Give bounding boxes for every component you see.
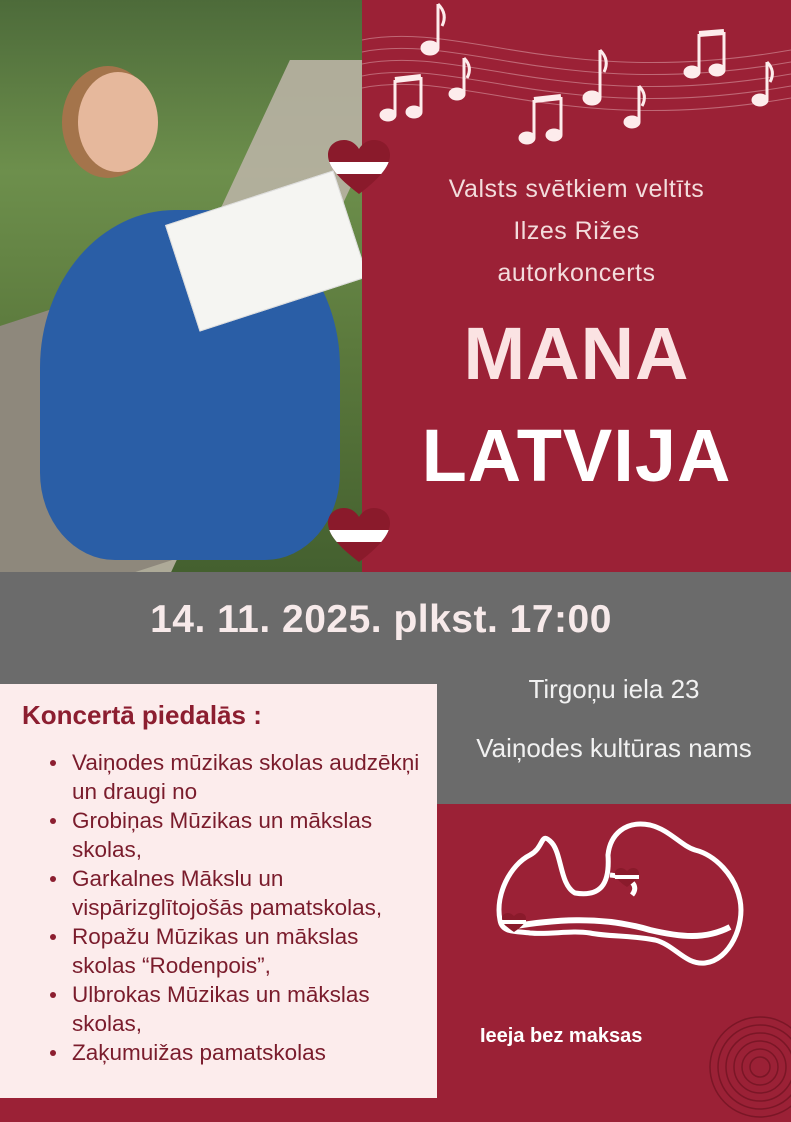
list-item: Ulbrokas Mūzikas un mākslas skolas, xyxy=(48,980,428,1038)
latvia-map-icon xyxy=(490,815,750,975)
concert-title-line1: MANA xyxy=(463,312,690,395)
subtitle-line: autorkoncerts xyxy=(497,259,656,287)
participants-list xyxy=(48,748,428,1067)
entry-free-text: Ieeja bez maksas xyxy=(480,1025,643,1047)
subtitle-line: Ilzes Rižes xyxy=(513,217,640,245)
venue-address: Tirgoņu iela 23 xyxy=(528,674,700,704)
performer-photo xyxy=(0,0,362,572)
subtitle-line: Valsts svētkiem veltīts xyxy=(448,175,705,203)
event-date-time: 14. 11. 2025. plkst. 17:00 xyxy=(150,598,612,641)
list-item: Garkalnes Mākslu un vispārizglītojošās pamatskolas, xyxy=(48,864,428,922)
music-notes-decoration xyxy=(362,0,791,150)
venue-name: Vaiņodes kultūras nams xyxy=(476,733,752,763)
music-note-icon xyxy=(380,77,422,121)
concert-subtitle xyxy=(362,168,791,294)
list-item: Zaķumuižas pamatskolas xyxy=(48,1038,428,1067)
list-item: Vaiņodes mūzikas skolas audzēkņi un draugi no xyxy=(48,748,428,806)
music-note-icon xyxy=(421,4,444,55)
concert-title-line2: LATVIJA xyxy=(421,414,732,497)
spiral-ornament-icon xyxy=(705,1012,791,1122)
list-item: Grobiņas Mūzikas un mākslas skolas, xyxy=(48,806,428,864)
music-note-icon xyxy=(684,32,725,78)
participants-heading: Koncertā piedalās : xyxy=(22,700,262,730)
music-note-icon xyxy=(752,62,772,106)
performer-head xyxy=(78,72,158,172)
list-item: Ropažu Mūzikas un mākslas skolas “Rodenpois”, xyxy=(48,922,428,980)
latvian-flag-heart-icon xyxy=(328,508,390,564)
music-note-icon xyxy=(624,86,644,128)
